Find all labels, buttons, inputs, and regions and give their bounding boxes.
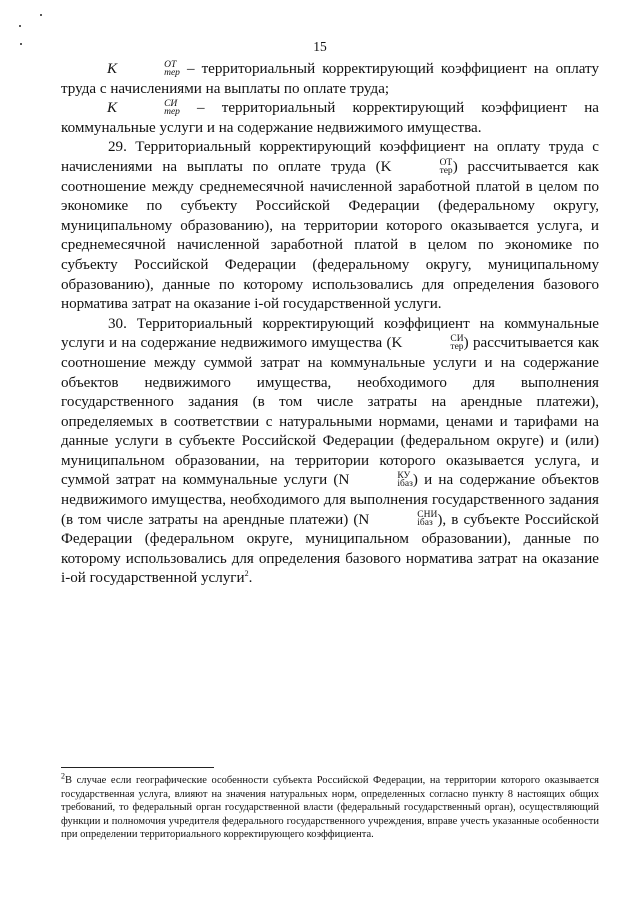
symbol-k-ot-inline: K ОТ тер <box>380 157 453 176</box>
symbol-k-si: K СИ тер <box>107 98 180 117</box>
footnote <box>61 771 599 842</box>
paragraph-30: 30. Территориальный корректирующий коэффициент на коммунальные услуги и на содержание недвижимого имущества (K СИ тер ) рассчитывается как соотношение между суммой затрат на коммунальные услуги и на содержание объектов недвижимого имущества, необходимого для выполнения государственного задания (в том числе затраты на арендные платежи), определяемых в соответствии с натуральными нормами, ценами и тарифами на данные услуги в субъекте Российской Федерации (федеральном округе) и (или) муниципальном образовании, на территории которого оказывается услуга, и суммой затрат на коммунальные услуги (N КУ iбаз ) и на содержание объектов недвижимого имущества, необходимого для выполнения государственного задания (в том числе затраты на арендные платежи) (N СНИ iбаз ), в субъекте Российской Федерации (федеральном округе, муниципальном образовании), данные по которому использовались для определения базового норматива затрат на оказание i-ой государственной услуги$^2$. <box>61 315 599 587</box>
scan-speck <box>19 25 21 27</box>
symbol-k-si-inline: K СИ тер <box>391 334 464 352</box>
page-number: 15 <box>313 39 327 54</box>
body-text <box>61 60 599 589</box>
footnote-reference: 2 <box>244 569 249 579</box>
definition-k-ot-text: – территориальный корректирующий коэффициент на оплату труда с начислениями на выплаты по оплате труда; <box>61 61 599 97</box>
scan-speck <box>40 14 42 16</box>
paragraph-29: 29. Территориальный корректирующий коэффициент на оплату труда с начислениями на выплаты по оплате труда (K ОТ тер ) рассчитывается как соотношение между среднемесячной начисленной заработной платой в целом по экономике по субъекту Российской Федерации (федеральному округу, муниципальному образованию), на территории которого оказывается услуга, и среднемесячной начисленной заработной платой в целом по экономике по субъекту Российской Федерации (федеральному округу, муниципальному образованию), данные по которому использовались для определения базового норматива затрат на оказание i-ой государственной услуги. <box>61 139 599 313</box>
footnote-text: В случае если географические особенности субъекта Российской Федерации, на территории которого оказывается государственная услуга, влияют на значения натуральных норм, определенных согласно пункту 8 настоящих общих требований, то федеральный орган государственной власти (федеральный государственный орган), осуществляющий функции и полномочия учредителя федерального государственного учреждения, вправе учесть указанные особенности при определении территориального корректирующего коэффициента. <box>61 775 599 841</box>
symbol-k-ot: K ОТ тер <box>107 59 180 78</box>
footnote-separator <box>61 767 214 768</box>
footnote-marker: 2 <box>61 771 65 781</box>
definition-k-si-text: – территориальный корректирующий коэффициент на коммунальные услуги и на содержание недвижимого имущества. <box>61 100 599 136</box>
symbol-n-sni: N СНИ iбаз <box>358 510 438 529</box>
definition-k-si <box>61 99 599 138</box>
definition-k-ot <box>61 60 599 99</box>
symbol-n-ku: N КУ iбаз <box>338 471 413 489</box>
